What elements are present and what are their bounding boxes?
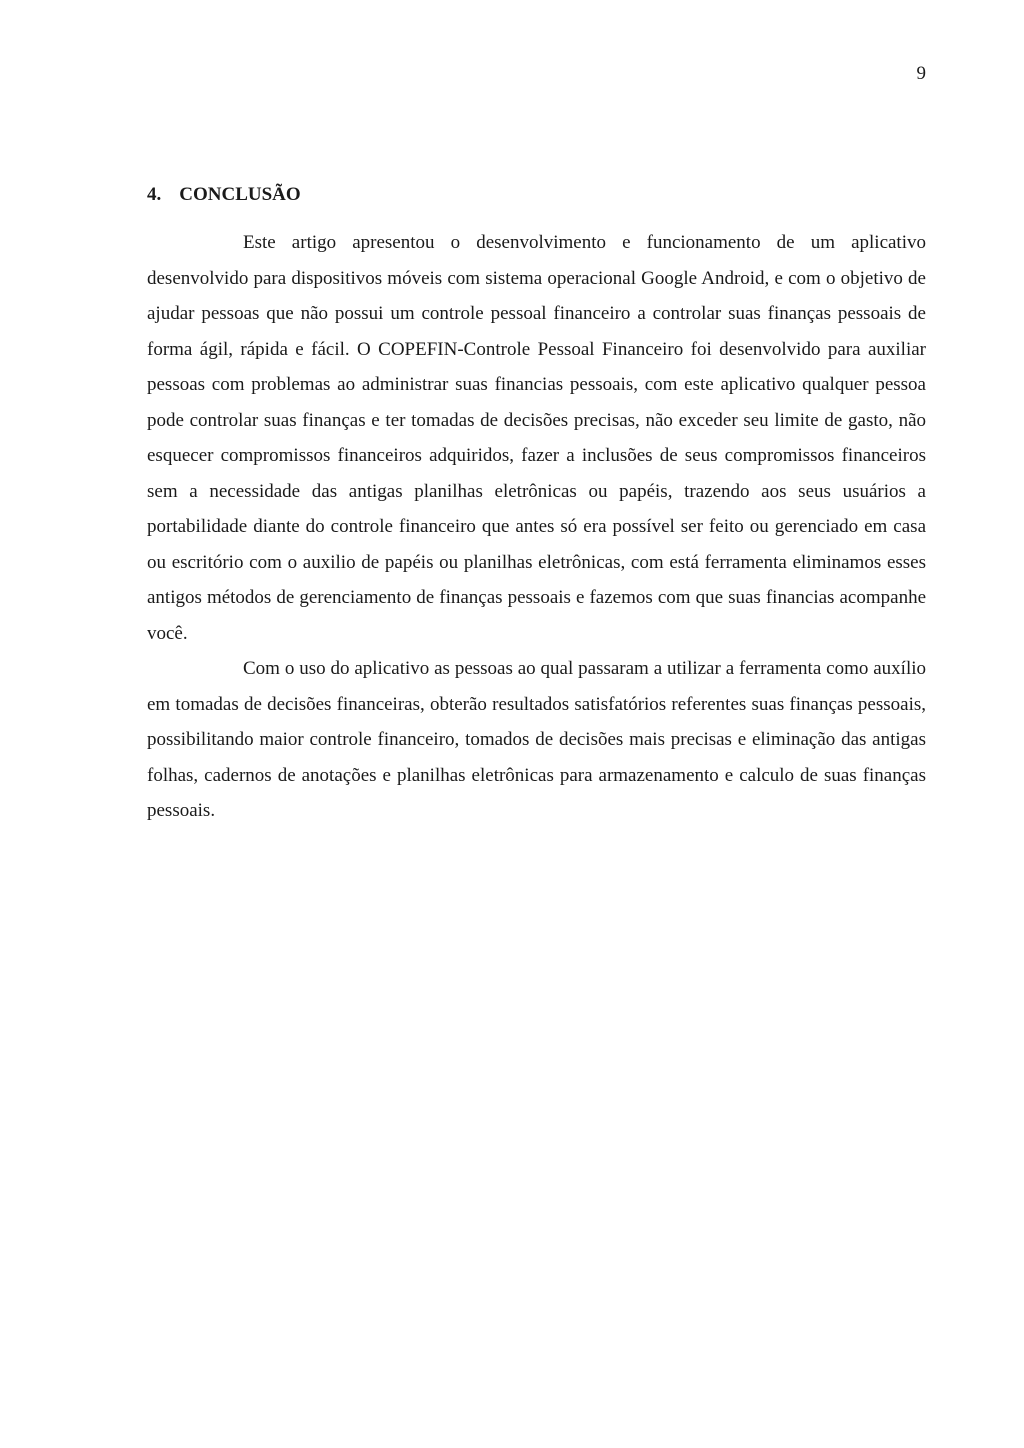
paragraph-2: Com o uso do aplicativo as pessoas ao qual passaram a utilizar a ferramenta como auxílio em tomadas de decisões financeiras, obterão resultados satisfatórios referentes suas finanças pessoais, possibilitando maior controle financeiro, tomados de decisões mais precisas e eliminação das antigas folhas, cadernos de anotações e planilhas eletrônicas para armazenamento e calculo de suas finanças pessoais. [147,658,926,821]
paragraph-1: Este artigo apresentou o desenvolvimento e funcionamento de um aplicativo desenvolvido para dispositivos móveis com sistema operacional Google Android, e com o objetivo de ajudar pessoas que não possui um controle pessoal financeiro a controlar suas finanças pessoais de forma ágil, rápida e fácil. O COPEFIN-Controle Pessoal Financeiro foi desenvolvido para auxiliar pessoas com problemas ao administrar suas financias pessoais, com este aplicativo qualquer pessoa pode controlar suas finanças e ter tomadas de decisões precisas, não exceder seu limite de gasto, não esquecer compromissos financeiros adquiridos, fazer a inclusões de seus compromissos financeiros sem a necessidade das antigas planilhas eletrônicas ou papéis, trazendo aos seus usuários a portabilidade diante do controle financeiro que antes só era possível ser feito ou gerenciado em casa ou escritório com o auxilio de papéis ou planilhas eletrônicas, com está ferramenta eliminamos esses antigos métodos de gerenciamento de finanças pessoais e fazemos com que suas financias acompanhe você. [147,232,926,644]
page-number: 9 [916,63,926,84]
section-number: 4. [147,184,162,205]
section-heading [147,182,301,208]
section-title: CONCLUSÃO [179,184,301,205]
section-body [147,225,926,829]
